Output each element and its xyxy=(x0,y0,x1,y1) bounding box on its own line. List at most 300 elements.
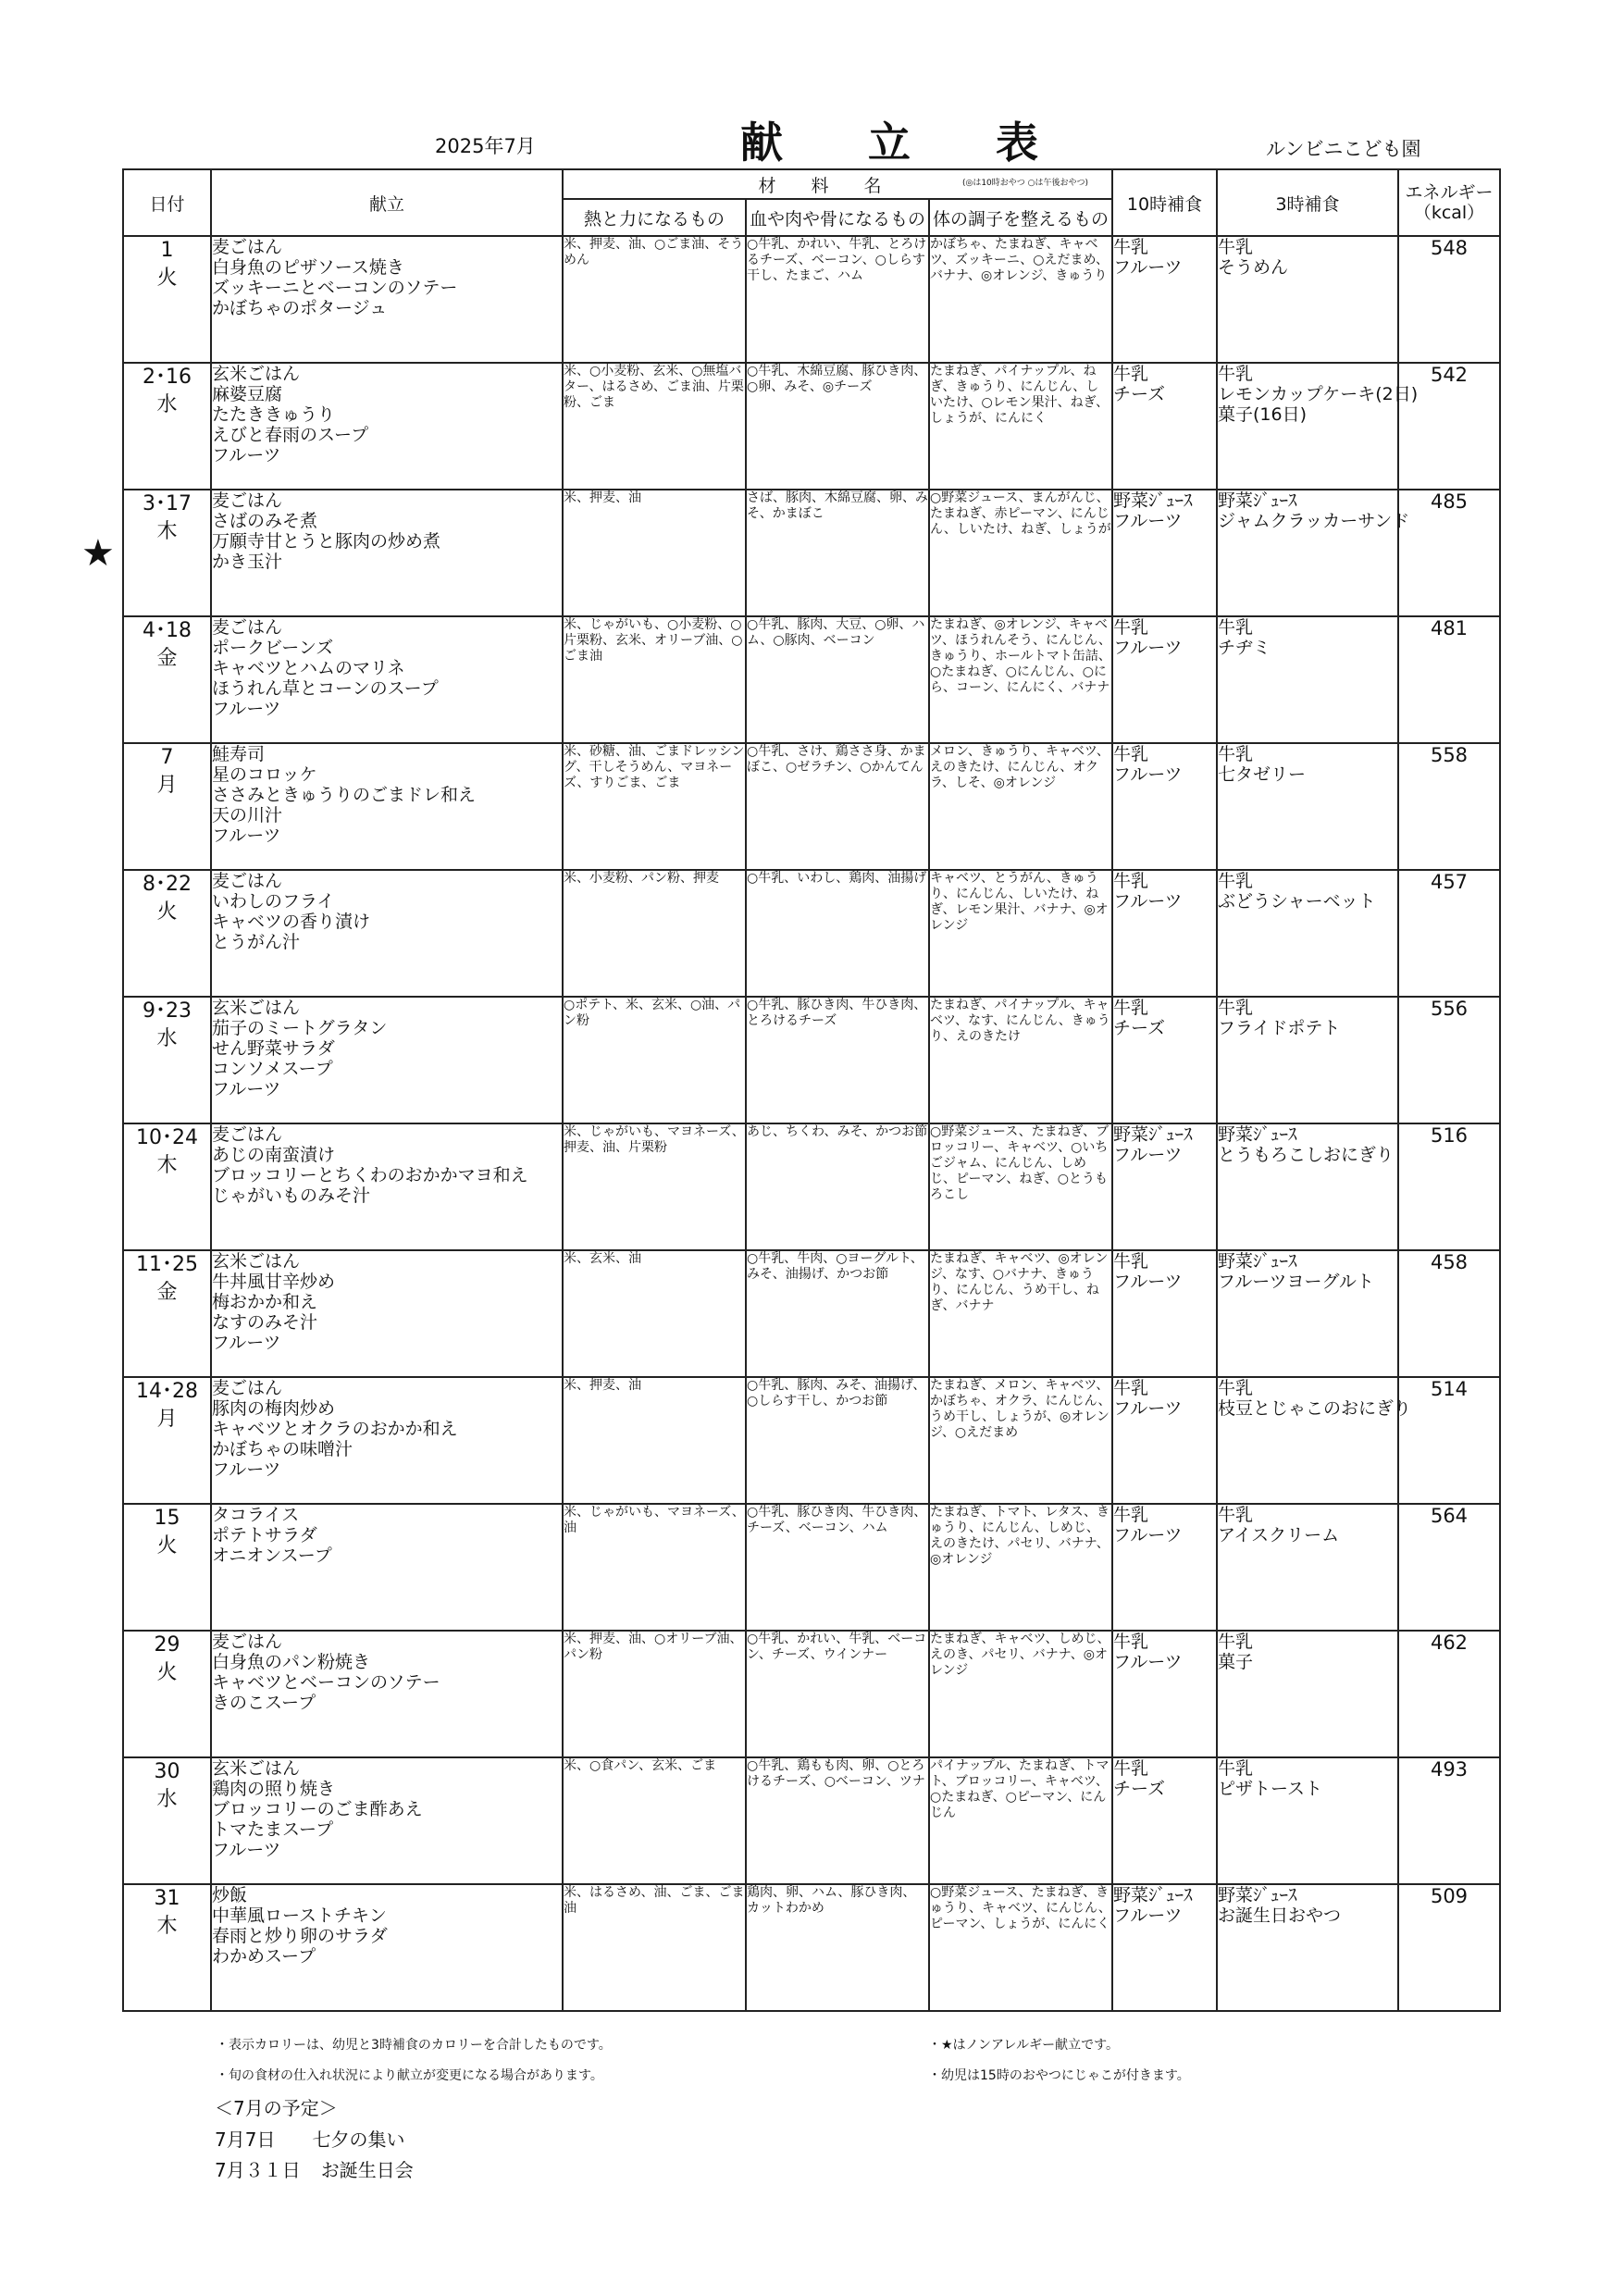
energy-foods-cell xyxy=(563,1884,746,2011)
body-foods-cell xyxy=(929,743,1112,870)
energy-foods: 米、じゃがいも、○小麦粉、○片栗粉、玄米、オリーブ油、○ごま油 xyxy=(564,617,743,664)
blood-foods: ○牛乳、いわし、鶏肉、油揚げ xyxy=(747,871,927,886)
blood-foods: さば、豚肉、木綿豆腐、卵、みそ、かまぼこ xyxy=(747,490,928,521)
blood-foods-cell xyxy=(746,1504,929,1631)
body-foods: ○野菜ジュース、たまねぎ、ブロッコリー、キャベツ、○いちごジャム、にんじん、しめじ、ピーマン、ねぎ、○とうもろこし xyxy=(930,1124,1110,1202)
snack-pm-item: 牛乳 xyxy=(1218,1758,1254,1779)
snack-pm-item: 牛乳 xyxy=(1218,998,1254,1018)
schedule-event-2: お誕生日会 xyxy=(320,2159,414,2181)
day-number: 30 xyxy=(154,1760,180,1783)
snack-pm-item: フルーツヨーグルト xyxy=(1218,1272,1374,1292)
kcal-cell xyxy=(1398,1504,1500,1631)
weekday: 金 xyxy=(156,1281,178,1304)
snack-pm-item: 野菜ｼﾞｭｰｽ xyxy=(1218,490,1297,511)
energy-foods: 米、玄米、油 xyxy=(564,1251,641,1266)
dish-item: キャベツとベーコンのソテー xyxy=(212,1672,440,1693)
dish-item: たたききゅうり xyxy=(212,404,336,425)
body-foods-cell xyxy=(929,1377,1112,1504)
table-row xyxy=(123,997,1500,1123)
date-cell xyxy=(123,743,211,870)
dish-item: 玄米ごはん xyxy=(212,998,301,1018)
blood-foods-cell xyxy=(746,236,929,363)
blood-foods: ○牛乳、豚ひき肉、牛ひき肉、とろけるチーズ xyxy=(747,998,927,1028)
snack-am-item: フルーツ xyxy=(1113,891,1183,912)
blood-foods: ○牛乳、豚肉、みそ、油揚げ、○しらす干し、かつお節 xyxy=(747,1378,926,1409)
snack-pm-cell xyxy=(1217,236,1398,363)
dish-item: キャベツとハムのマリネ xyxy=(212,658,405,678)
dish-item: かぼちゃのポタージュ xyxy=(212,298,388,318)
date-cell xyxy=(123,870,211,997)
table-row xyxy=(123,870,1500,997)
title-char-3: 表 xyxy=(996,118,1038,168)
snack-pm-item: 牛乳 xyxy=(1218,617,1254,638)
snack-am-cell xyxy=(1112,1504,1217,1631)
date-cell xyxy=(123,236,211,363)
energy-foods-cell xyxy=(563,236,746,363)
body-foods: キャベツ、とうがん、きゅうり、にんじん、しいたけ、ねぎ、レモン果汁、バナナ、◎オレンジ xyxy=(930,871,1109,933)
dishes-cell xyxy=(211,743,563,870)
dish-item: フルーツ xyxy=(212,699,281,719)
dish-item: とうがん汁 xyxy=(212,932,301,952)
dish-item: キャベツとオクラのおかか和え xyxy=(212,1419,458,1439)
snack-pm-cell xyxy=(1217,1123,1398,1250)
menu-table xyxy=(122,168,1501,2012)
kcal-cell xyxy=(1398,363,1500,490)
snack-am-item: 牛乳 xyxy=(1113,1251,1149,1272)
body-foods: たまねぎ、トマト、レタス、きゅうり、にんじん、しめじ、えのきたけ、パセリ、バナナ、◎オレンジ xyxy=(930,1505,1110,1567)
snack-am-cell xyxy=(1112,363,1217,490)
dish-item: きのこスープ xyxy=(212,1693,316,1713)
energy-foods-cell xyxy=(563,870,746,997)
snack-am-cell xyxy=(1112,490,1217,616)
energy-foods-cell xyxy=(563,616,746,743)
dishes-cell xyxy=(211,870,563,997)
snack-am-item: フルーツ xyxy=(1113,1905,1183,1926)
dish-item: フルーツ xyxy=(212,1079,281,1099)
blood-foods-cell xyxy=(746,1250,929,1377)
snack-pm-item: 野菜ｼﾞｭｰｽ xyxy=(1218,1251,1297,1272)
header-menu: 献立 xyxy=(211,169,563,236)
snack-pm-cell xyxy=(1217,743,1398,870)
date-cell xyxy=(123,1250,211,1377)
date-cell xyxy=(123,1631,211,1757)
page-title xyxy=(740,109,1038,170)
energy-foods: 米、はるさめ、油、ごま、ごま油 xyxy=(564,1885,745,1916)
dish-item: 万願寺甘とうと豚肉の炒め煮 xyxy=(212,531,441,552)
snack-pm-cell xyxy=(1217,1504,1398,1631)
day-number: 10･24 xyxy=(136,1126,198,1149)
snack-pm-cell xyxy=(1217,490,1410,616)
day-number: 31 xyxy=(154,1887,180,1910)
body-foods: かぼちゃ、たまねぎ、キャベツ、ズッキーニ、○えだまめ、バナナ、◎オレンジ、きゅうり xyxy=(930,237,1109,283)
blood-foods-cell xyxy=(746,1884,929,2011)
dish-item: 天の川汁 xyxy=(212,805,283,825)
snack-am-item: 牛乳 xyxy=(1113,1378,1149,1398)
snack-am-item: 牛乳 xyxy=(1113,237,1149,257)
weekday: 水 xyxy=(156,1027,178,1050)
kcal-value: 548 xyxy=(1430,237,1469,259)
snack-pm-cell xyxy=(1217,1250,1398,1377)
weekday: 金 xyxy=(156,647,178,670)
energy-foods: 米、○小麦粉、玄米、○無塩バター、はるさめ、ごま油、片栗粉、ごま xyxy=(564,364,744,410)
title-char-1: 献 xyxy=(740,118,783,168)
dish-item: いわしのフライ xyxy=(212,891,335,912)
dishes-cell xyxy=(211,1504,563,1631)
blood-foods: ○牛乳、木綿豆腐、豚ひき肉、○卵、みそ、◎チーズ xyxy=(747,364,927,394)
dish-item: トマたまスープ xyxy=(212,1819,334,1840)
energy-foods: 米、じゃがいも、マヨネーズ、油 xyxy=(564,1505,745,1535)
dishes-cell xyxy=(211,236,563,363)
dish-item: フルーツ xyxy=(212,825,281,846)
weekday: 火 xyxy=(156,1534,178,1558)
snack-am-item: 牛乳 xyxy=(1113,1758,1149,1779)
kcal-value: 516 xyxy=(1430,1124,1469,1147)
kcal-value: 542 xyxy=(1430,364,1469,386)
energy-foods-cell xyxy=(563,1250,746,1377)
day-number: 3･17 xyxy=(143,492,192,515)
snack-am-item: フルーツ xyxy=(1113,1652,1183,1672)
snack-pm-cell xyxy=(1217,363,1419,490)
menu-table-body xyxy=(123,236,1500,2011)
dish-item: 麦ごはん xyxy=(212,490,283,511)
snack-pm-item: お誕生日おやつ xyxy=(1218,1905,1342,1926)
dish-item: 玄米ごはん xyxy=(212,1758,301,1779)
header-materials-label: 材料名 xyxy=(758,175,917,196)
energy-foods: 米、じゃがいも、マヨネーズ、押麦、油、片栗粉 xyxy=(564,1124,745,1155)
dishes-cell xyxy=(211,616,563,743)
weekday: 木 xyxy=(156,520,178,543)
snack-pm-item: 牛乳 xyxy=(1218,871,1254,891)
schedule-date-1: 7月7日 xyxy=(215,2128,276,2151)
snack-am-cell xyxy=(1112,1377,1217,1504)
day-number: 4･18 xyxy=(143,619,192,642)
dish-item: なすのみそ汁 xyxy=(212,1312,318,1333)
body-foods-cell xyxy=(929,1250,1112,1377)
energy-foods-cell xyxy=(563,1757,746,1884)
blood-foods: ○牛乳、牛肉、○ヨーグルト、みそ、油揚げ、かつお節 xyxy=(747,1251,924,1282)
energy-foods: 米、○食パン、玄米、ごま xyxy=(564,1758,717,1773)
blood-foods: ○牛乳、かれい、牛乳、とろけるチーズ、ベーコン、○しらす干し、たまご、ハム xyxy=(747,237,927,283)
date-cell xyxy=(123,1757,211,1884)
kcal-cell xyxy=(1398,870,1500,997)
body-foods-cell xyxy=(929,1504,1112,1631)
header-snack-pm: 3時補食 xyxy=(1217,169,1398,236)
table-row xyxy=(123,1884,1500,2011)
dish-item: 中華風ローストチキン xyxy=(212,1905,387,1926)
snack-am-item: 牛乳 xyxy=(1113,1632,1149,1652)
header-date: 日付 xyxy=(123,169,211,236)
body-foods: ○野菜ジュース、まんがんじ、たまねぎ、赤ピーマン、にんじん、しいたけ、ねぎ、しょうが xyxy=(930,490,1111,537)
snack-pm-item: そうめん xyxy=(1218,257,1289,278)
energy-foods: 米、小麦粉、パン粉、押麦 xyxy=(564,871,719,886)
header-snack-am: 10時補食 xyxy=(1112,169,1217,236)
snack-am-item: 牛乳 xyxy=(1113,617,1149,638)
dish-item: わかめスープ xyxy=(212,1946,316,1967)
blood-foods: ○牛乳、かれい、牛乳、ベーコン、チーズ、ウインナー xyxy=(747,1632,927,1662)
dish-item: タコライス xyxy=(212,1505,300,1525)
dish-item: かき玉汁 xyxy=(212,552,283,572)
table-row xyxy=(123,743,1500,870)
dish-item: 麦ごはん xyxy=(212,1632,283,1652)
snack-pm-item: 野菜ｼﾞｭｰｽ xyxy=(1218,1124,1297,1145)
body-foods: たまねぎ、◎オレンジ、キャベツ、ほうれんそう、にんじん、きゅうり、ホールトマト缶詰、○たまねぎ、○にんじん、○にら、コーン、にんにく、バナナ xyxy=(930,617,1111,695)
snack-pm-item: 牛乳 xyxy=(1218,1505,1254,1525)
body-foods: たまねぎ、キャベツ、しめじ、えのき、パセリ、バナナ、◎オレンジ xyxy=(930,1632,1110,1678)
energy-foods-cell xyxy=(563,1123,746,1250)
body-foods: たまねぎ、パイナップル、キャベツ、なす、にんじん、きゅうり、えのきたけ xyxy=(930,998,1110,1044)
body-foods-cell xyxy=(929,870,1112,997)
snack-am-item: フルーツ xyxy=(1113,764,1183,785)
table-row xyxy=(123,1123,1500,1250)
snack-pm-item: 菓子(16日) xyxy=(1218,404,1308,425)
dish-item: 茄子のミートグラタン xyxy=(212,1018,388,1038)
dish-item: ポークビーンズ xyxy=(212,638,334,658)
kcal-value: 564 xyxy=(1430,1505,1469,1527)
header-materials-note: (◎は10時おやつ ○は午後おやつ) xyxy=(961,179,1088,188)
table-row xyxy=(123,1377,1500,1504)
energy-foods-cell xyxy=(563,1631,746,1757)
dishes-cell xyxy=(211,1123,563,1250)
snack-am-item: 牛乳 xyxy=(1113,364,1149,384)
snack-am-cell xyxy=(1112,870,1217,997)
dish-item: かぼちゃの味噌汁 xyxy=(212,1439,353,1459)
blood-foods-cell xyxy=(746,1757,929,1884)
snack-am-item: チーズ xyxy=(1113,1018,1166,1038)
body-foods-cell xyxy=(929,1123,1112,1250)
dish-item: 鶏肉の照り焼き xyxy=(212,1779,336,1799)
dish-item: ブロッコリーとちくわのおかかマヨ和え xyxy=(212,1165,528,1185)
snack-am-cell xyxy=(1112,1250,1217,1377)
snack-pm-cell xyxy=(1217,1377,1412,1504)
body-foods-cell xyxy=(929,363,1112,490)
kcal-value: 485 xyxy=(1430,490,1469,513)
date-cell xyxy=(123,490,211,616)
snack-am-item: 牛乳 xyxy=(1113,744,1149,764)
blood-foods-cell xyxy=(746,616,929,743)
blood-foods-cell xyxy=(746,743,929,870)
kcal-cell xyxy=(1398,236,1500,363)
kcal-value: 458 xyxy=(1430,1251,1469,1273)
blood-foods: ○牛乳、豚肉、大豆、○卵、ハム、○豚肉、ベーコン xyxy=(747,617,925,648)
energy-foods-cell xyxy=(563,1504,746,1631)
kcal-cell xyxy=(1398,1377,1500,1504)
body-foods: メロン、きゅうり、キャベツ、えのきたけ、にんじん、オクラ、しそ、◎オレンジ xyxy=(930,744,1110,790)
snack-am-cell xyxy=(1112,743,1217,870)
snack-pm-item: 牛乳 xyxy=(1218,237,1254,257)
day-number: 7 xyxy=(160,746,174,769)
snack-am-cell xyxy=(1112,1123,1217,1250)
dish-item: フルーツ xyxy=(212,1840,281,1860)
kcal-value: 493 xyxy=(1430,1758,1469,1781)
energy-foods: 米、押麦、油 xyxy=(564,1378,641,1393)
kcal-value: 558 xyxy=(1430,744,1469,766)
snack-pm-item: 牛乳 xyxy=(1218,364,1254,384)
dish-item: ズッキーニとベーコンのソテー xyxy=(212,278,458,298)
day-number: 1 xyxy=(160,239,174,262)
kcal-cell xyxy=(1398,1884,1500,2011)
snack-pm-item: 野菜ｼﾞｭｰｽ xyxy=(1218,1885,1297,1905)
note-left-1: ・表示カロリーは、幼児と3時補食のカロリーを合計したものです。 xyxy=(216,2038,612,2053)
date-cell xyxy=(123,363,211,490)
dish-item: 梅おかか和え xyxy=(212,1292,318,1312)
dish-item: フルーツ xyxy=(212,1333,281,1353)
header-blood-group: 血や肉や骨になるもの xyxy=(746,199,929,236)
weekday: 木 xyxy=(156,1154,178,1177)
snack-am-item: フルーツ xyxy=(1113,511,1183,531)
dish-item: ポテトサラダ xyxy=(212,1525,317,1545)
dish-item: フルーツ xyxy=(212,445,281,465)
schedule-title: ＜7月の予定＞ xyxy=(215,2097,338,2119)
dish-item: コンソメスープ xyxy=(212,1059,333,1079)
snack-pm-cell xyxy=(1217,1884,1398,2011)
dish-item: フルーツ xyxy=(212,1459,281,1480)
blood-foods: ○牛乳、さけ、鶏ささ身、かまぼこ、○ゼラチン、○かんてん xyxy=(747,744,926,775)
kcal-cell xyxy=(1398,1250,1500,1377)
snack-am-cell xyxy=(1112,1757,1217,1884)
dish-item: 麦ごはん xyxy=(212,1124,283,1145)
day-number: 8･22 xyxy=(143,873,192,896)
snack-am-item: フルーツ xyxy=(1113,257,1183,278)
table-row xyxy=(123,1631,1500,1757)
energy-foods: 米、押麦、油、○オリーブ油、パン粉 xyxy=(564,1632,743,1662)
day-number: 29 xyxy=(154,1633,180,1657)
date-cell xyxy=(123,1377,211,1504)
body-foods-cell xyxy=(929,236,1112,363)
snack-am-item: チーズ xyxy=(1113,384,1166,404)
energy-foods-cell xyxy=(563,997,746,1123)
kcal-value: 509 xyxy=(1430,1885,1469,1907)
blood-foods: ○牛乳、鶏もも肉、卵、○とろけるチーズ、○ベーコン、ツナ xyxy=(747,1758,925,1789)
dish-item: 玄米ごはん xyxy=(212,1251,301,1272)
snack-am-item: 牛乳 xyxy=(1113,871,1149,891)
schedule-event-1: 七夕の集い xyxy=(312,2128,405,2151)
energy-foods: 米、押麦、油、○ごま油、そうめん xyxy=(564,237,744,267)
table-row xyxy=(123,363,1500,490)
kcal-cell xyxy=(1398,997,1500,1123)
snack-am-cell xyxy=(1112,1631,1217,1757)
dishes-cell xyxy=(211,490,563,616)
table-row xyxy=(123,1250,1500,1377)
energy-foods: 米、砂糖、油、ごまドレッシング、干しそうめん、マヨネーズ、すりごま、ごま xyxy=(564,744,745,790)
schedule-item-1 xyxy=(215,2125,404,2152)
dishes-cell xyxy=(211,1631,563,1757)
note-right-2: ・幼児は15時のおやつにじゃこが付きます。 xyxy=(928,2068,1190,2083)
snack-pm-item: ぶどうシャーベット xyxy=(1218,891,1376,912)
body-foods: たまねぎ、キャベツ、◎オレンジ、なす、○バナナ、きゅうり、にんじん、うめ干し、ねぎ、バナナ xyxy=(930,1251,1109,1313)
dish-item: じゃがいものみそ汁 xyxy=(212,1185,371,1206)
energy-foods-cell xyxy=(563,363,746,490)
dish-item: 麦ごはん xyxy=(212,237,283,257)
kcal-cell xyxy=(1398,1757,1500,1884)
snack-pm-item: 牛乳 xyxy=(1218,1378,1254,1398)
snack-pm-item: ピザトースト xyxy=(1218,1779,1323,1799)
dish-item: 鮭寿司 xyxy=(212,744,266,764)
snack-am-item: フルーツ xyxy=(1113,638,1183,658)
blood-foods-cell xyxy=(746,997,929,1123)
kcal-cell xyxy=(1398,743,1500,870)
blood-foods-cell xyxy=(746,1377,929,1504)
note-left-2: ・旬の食材の仕入れ状況により献立が変更になる場合があります。 xyxy=(216,2068,603,2083)
dish-item: せん野菜サラダ xyxy=(212,1038,335,1059)
body-foods-cell xyxy=(929,490,1112,616)
dish-item: 麦ごはん xyxy=(212,871,283,891)
dish-item: 炒飯 xyxy=(212,1885,248,1905)
dish-item: さばのみそ煮 xyxy=(212,511,318,531)
snack-pm-cell xyxy=(1217,997,1398,1123)
snack-pm-item: レモンカップケーキ(2日) xyxy=(1218,384,1419,404)
table-row xyxy=(123,616,1500,743)
body-foods-cell xyxy=(929,616,1112,743)
dish-item: 白身魚のピザソース焼き xyxy=(212,257,404,278)
dish-item: オニオンスープ xyxy=(212,1545,332,1566)
dishes-cell xyxy=(211,997,563,1123)
kcal-value: 514 xyxy=(1430,1378,1469,1400)
body-foods: パイナップル、たまねぎ、トマト、ブロッコリー、キャベツ、○たまねぎ、○ピーマン、にんじん xyxy=(930,1758,1110,1820)
dishes-cell xyxy=(211,1884,563,2011)
kcal-value: 481 xyxy=(1430,617,1469,639)
snack-am-item: チーズ xyxy=(1113,1779,1166,1799)
dish-item: ブロッコリーのごま酢あえ xyxy=(212,1799,423,1819)
snack-am-cell xyxy=(1112,236,1217,363)
dishes-cell xyxy=(211,1377,563,1504)
blood-foods-cell xyxy=(746,870,929,997)
energy-foods-cell xyxy=(563,1377,746,1504)
date-cell xyxy=(123,997,211,1123)
body-foods: たまねぎ、パイナップル、ねぎ、きゅうり、にんじん、しいたけ、○レモン果汁、ねぎ、しょうが、にんにく xyxy=(930,364,1110,426)
snack-am-item: 野菜ｼﾞｭｰｽ xyxy=(1113,1885,1193,1905)
body-foods-cell xyxy=(929,1757,1112,1884)
weekday: 木 xyxy=(156,1915,178,1938)
snack-am-item: 野菜ｼﾞｭｰｽ xyxy=(1113,490,1193,511)
blood-foods: あじ、ちくわ、みそ、かつお節 xyxy=(747,1124,928,1139)
snack-pm-cell xyxy=(1217,1631,1398,1757)
blood-foods-cell xyxy=(746,1631,929,1757)
snack-pm-cell xyxy=(1217,616,1398,743)
kcal-value: 556 xyxy=(1430,998,1469,1020)
day-number: 9･23 xyxy=(143,999,192,1023)
dish-item: 牛丼風甘辛炒め xyxy=(212,1272,336,1292)
header-body-group: 体の調子を整えるもの xyxy=(929,199,1112,236)
header-materials xyxy=(563,169,1112,199)
body-foods: たまねぎ、メロン、キャベツ、かぼちゃ、オクラ、にんじん、うめ干し、しょうが、◎オレンジ、○えだまめ xyxy=(930,1378,1111,1440)
non-allergy-star-mark: ★ xyxy=(81,532,115,575)
energy-foods-cell xyxy=(563,743,746,870)
snack-am-item: フルーツ xyxy=(1113,1525,1183,1545)
body-foods-cell xyxy=(929,1631,1112,1757)
dish-item: 麦ごはん xyxy=(212,1378,283,1398)
snack-pm-item: アイスクリーム xyxy=(1218,1525,1340,1545)
weekday: 火 xyxy=(156,267,178,290)
dish-item: えびと春雨のスープ xyxy=(212,425,369,445)
blood-foods: ○牛乳、豚ひき肉、牛ひき肉、チーズ、ベーコン、ハム xyxy=(747,1505,927,1535)
kcal-cell xyxy=(1398,1123,1500,1250)
weekday: 月 xyxy=(156,1408,178,1431)
note-right-1: ・★はノンアレルギー献立です。 xyxy=(928,2038,1119,2053)
snack-am-cell xyxy=(1112,997,1217,1123)
snack-am-item: 牛乳 xyxy=(1113,998,1149,1018)
snack-am-item: 野菜ｼﾞｭｰｽ xyxy=(1113,1124,1193,1145)
dish-item: 麻婆豆腐 xyxy=(212,384,283,404)
kcal-cell xyxy=(1398,1631,1500,1757)
day-number: 15 xyxy=(154,1507,180,1530)
dish-item: 豚肉の梅肉炒め xyxy=(212,1398,336,1419)
energy-foods: ○ポテト、米、玄米、○油、パン粉 xyxy=(564,998,741,1028)
energy-foods: 米、押麦、油 xyxy=(564,490,641,505)
dish-item: ささみときゅうりのごまドレ和え xyxy=(212,785,477,805)
weekday: 水 xyxy=(156,393,178,416)
snack-pm-cell xyxy=(1217,1757,1398,1884)
dish-item: あじの南蛮漬け xyxy=(212,1145,336,1165)
